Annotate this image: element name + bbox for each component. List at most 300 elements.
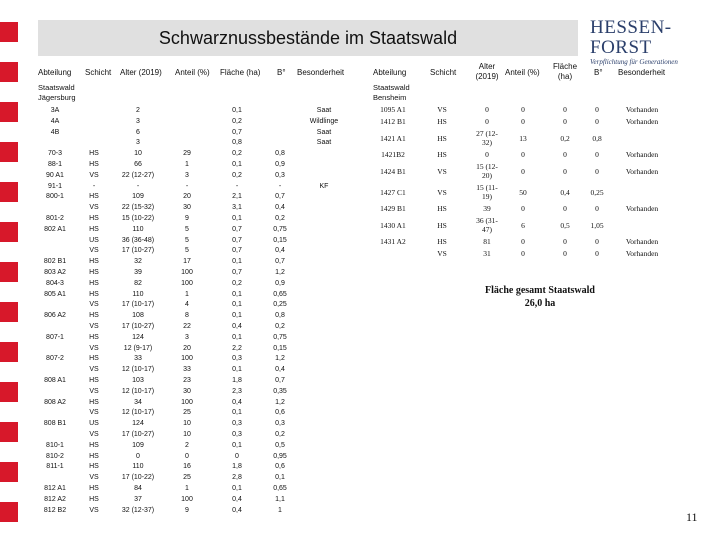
- cell-b: 0,8: [275, 312, 285, 320]
- cell-anteil: 0: [521, 249, 525, 258]
- cell-b: 0,1: [275, 474, 285, 482]
- cell-besonderheit: Saat: [316, 128, 332, 136]
- cell-schicht: VS: [89, 204, 99, 212]
- table-row: [0, 453, 300, 463]
- cell-besonderheit: Saat: [316, 107, 332, 114]
- cell-abteilung: 807-2: [46, 355, 64, 363]
- cell-flaeche: 0: [563, 150, 567, 159]
- cell-flaeche: 1,8: [232, 377, 242, 384]
- cell-b: 0,7: [275, 193, 285, 201]
- cell-anteil: 6: [521, 221, 525, 230]
- cell-schicht: VS: [89, 301, 99, 309]
- cell-schicht: HS: [89, 312, 99, 320]
- table-row: [0, 334, 300, 344]
- cell-anteil: 0: [521, 167, 525, 176]
- cell-alter: 39: [134, 269, 142, 276]
- cell-besonderheit: Vorhanden: [625, 117, 659, 126]
- cell-schicht: HS: [89, 290, 99, 298]
- cell-schicht: VS: [89, 366, 99, 374]
- cell-flaeche: 0,1: [232, 441, 242, 449]
- cell-flaeche: 2,8: [232, 474, 242, 482]
- right-header-flaeche: Fläche (ha): [553, 62, 578, 81]
- cell-abteilung: 810-2: [46, 452, 64, 460]
- cell-anteil: 22: [183, 323, 191, 330]
- cell-b: 0: [595, 117, 599, 126]
- cell-anteil: 0: [521, 150, 525, 159]
- cell-alter: 84: [134, 485, 142, 492]
- cell-abteilung: 3A: [50, 107, 60, 114]
- cell-schicht: HS: [89, 258, 99, 266]
- cell-b: 1,2: [275, 269, 285, 276]
- cell-alter: 66: [134, 161, 142, 168]
- cell-anteil: 23: [183, 377, 191, 384]
- cell-alter: 17 (10-27): [121, 431, 155, 438]
- cell-schicht: VS: [437, 249, 447, 258]
- cell-alter: 124: [132, 333, 144, 341]
- cell-abteilung: 4A: [50, 117, 60, 125]
- cell-alter: 10: [134, 150, 142, 158]
- cell-schicht: VS: [89, 323, 99, 330]
- cell-b: 0,35: [273, 387, 287, 395]
- table-row: [0, 183, 604, 203]
- cell-schicht: HS: [89, 225, 99, 233]
- cell-anteil: 100: [181, 355, 193, 363]
- cell-abteilung: 1431 A2: [380, 237, 406, 246]
- cell-anteil: 5: [185, 247, 189, 255]
- cell-besonderheit: Vorhanden: [625, 204, 659, 213]
- cell-flaeche: 0,5: [560, 221, 570, 230]
- cell-flaeche: 0,7: [232, 128, 242, 136]
- table-row: [0, 249, 659, 260]
- table-row: [0, 388, 300, 398]
- cell-flaeche: 0,8: [232, 139, 242, 147]
- cell-schicht: HS: [89, 215, 99, 222]
- cell-abteilung: 812 B2: [43, 506, 67, 514]
- cell-alter: 17 (10-22): [121, 474, 155, 482]
- cell-abteilung: 800-1: [46, 193, 64, 201]
- cell-b: 1,1: [275, 495, 285, 503]
- table-row: [0, 496, 300, 506]
- cell-flaeche: 0,1: [232, 107, 242, 114]
- cell-anteil: 10: [183, 431, 191, 438]
- cell-alter: 82: [134, 279, 142, 287]
- table-row: [0, 420, 300, 430]
- cell-flaeche: 0: [563, 117, 567, 126]
- cell-besonderheit: Saat: [316, 139, 332, 147]
- cell-schicht: VS: [89, 171, 99, 179]
- cell-b: 1,2: [275, 398, 285, 406]
- cell-besonderheit: Vorhanden: [625, 249, 659, 258]
- left-header-flaeche: Fläche (ha): [220, 68, 261, 77]
- cell-abteilung: 70-3: [47, 150, 62, 158]
- cell-b: 0,8: [275, 150, 285, 158]
- total-label: Fläche gesamt Staatswald: [485, 285, 595, 296]
- left-header-schicht: Schicht: [85, 68, 112, 77]
- cell-b: 0,8: [592, 134, 602, 143]
- table-row: [0, 409, 300, 419]
- cell-schicht: HS: [89, 279, 99, 287]
- cell-flaeche: 0,7: [232, 247, 242, 255]
- cell-abteilung: 805 A1: [44, 290, 66, 298]
- table-row: [0, 150, 659, 161]
- cell-anteil: 100: [181, 269, 193, 276]
- cell-abteilung: 806 A2: [44, 312, 66, 320]
- cell-flaeche: 0: [235, 452, 239, 460]
- right-header-schicht: Schicht: [430, 68, 457, 77]
- cell-flaeche: 0,2: [232, 117, 242, 125]
- cell-abteilung: 1427 C1: [380, 188, 406, 197]
- cell-schicht: HS: [437, 221, 447, 230]
- cell-b: 0,15: [273, 236, 287, 244]
- left-header-besonderheit: Besonderheit: [297, 68, 345, 77]
- deco-square: [0, 22, 18, 42]
- cell-abteilung: 812 A2: [44, 495, 66, 503]
- left-header-abteilung: Abteilung: [38, 68, 72, 77]
- left-section-label: Staatswald Jägersburg: [38, 83, 76, 102]
- cell-b: 0,2: [275, 215, 285, 222]
- total-value: 26,0 ha: [524, 298, 556, 309]
- cell-anteil: 8: [185, 312, 189, 320]
- cell-abteilung: 1095 A1: [380, 105, 406, 114]
- cell-abteilung: 804-3: [46, 279, 64, 287]
- cell-b: 0,15: [273, 344, 287, 352]
- cell-anteil: 30: [183, 204, 191, 212]
- cell-flaeche: 2,1: [232, 193, 242, 201]
- cell-alter: 110: [132, 290, 144, 298]
- cell-flaeche: 0,4: [232, 506, 242, 514]
- cell-alter: 124: [132, 420, 144, 428]
- cell-schicht: VS: [89, 247, 99, 255]
- cell-b: 0,3: [275, 171, 285, 179]
- cell-flaeche: 0,3: [232, 431, 242, 438]
- cell-abteilung: 1421B2: [381, 150, 405, 159]
- cell-alter: 0: [485, 150, 489, 159]
- cell-flaeche: 0,4: [232, 495, 242, 503]
- cell-alter: 81: [483, 237, 491, 246]
- cell-b: -: [278, 182, 282, 190]
- cell-anteil: 33: [183, 366, 191, 374]
- cell-schicht: HS: [437, 134, 447, 143]
- left-header-alter: Alter (2019): [120, 68, 162, 77]
- cell-alter: -: [136, 182, 140, 190]
- cell-anteil: 20: [183, 193, 191, 201]
- cell-abteilung: 90 A1: [46, 171, 64, 179]
- cell-flaeche: 0: [563, 237, 567, 246]
- cell-schicht: VS: [437, 167, 447, 176]
- table-row: [0, 237, 659, 248]
- table-row: [0, 269, 300, 279]
- cell-b: 0: [595, 105, 599, 114]
- right-header-besonderheit: Besonderheit: [618, 68, 666, 77]
- cell-b: 0: [595, 167, 599, 176]
- cell-b: 0,65: [273, 485, 287, 492]
- cell-b: 0,2: [275, 431, 285, 438]
- cell-schicht: HS: [89, 269, 99, 276]
- cell-schicht: VS: [89, 409, 99, 417]
- cell-alter: 22 (12-27): [121, 171, 155, 179]
- cell-schicht: HS: [89, 193, 99, 201]
- cell-flaeche: 0,2: [232, 171, 242, 179]
- cell-alter: 3: [136, 117, 140, 125]
- cell-alter: 6: [136, 128, 140, 136]
- cell-anteil: 1: [185, 485, 189, 492]
- cell-anteil: 3: [185, 171, 189, 179]
- cell-alter: 12 (10-17): [121, 409, 155, 417]
- right-header-abteilung: Abteilung: [373, 68, 407, 77]
- cell-schicht: VS: [89, 344, 99, 352]
- cell-alter: 17 (10-27): [121, 323, 155, 330]
- table-row: [0, 463, 300, 473]
- table-row: [0, 117, 659, 128]
- cell-alter: 110: [132, 463, 144, 471]
- cell-flaeche: -: [235, 182, 239, 190]
- cell-schicht: HS: [89, 333, 99, 341]
- cell-alter: 27 (12-32): [476, 129, 498, 147]
- hessen-forst-logo: [590, 18, 710, 67]
- cell-flaeche: 2,3: [232, 387, 242, 395]
- cell-anteil: 25: [183, 409, 191, 417]
- cell-alter: 17 (10-17): [121, 301, 155, 309]
- cell-besonderheit: Vorhanden: [625, 237, 659, 246]
- table-row: [0, 301, 300, 311]
- cell-abteilung: 810-1: [46, 441, 64, 449]
- deco-square: [0, 62, 18, 82]
- cell-b: 0,4: [275, 366, 285, 374]
- cell-schicht: HS: [89, 463, 99, 471]
- cell-schicht: US: [89, 236, 99, 244]
- cell-anteil: 25: [183, 474, 191, 482]
- cell-flaeche: 0,4: [232, 323, 242, 330]
- cell-b: 0,7: [275, 258, 285, 266]
- cell-anteil: 1: [185, 290, 189, 298]
- cell-b: 0,75: [273, 333, 287, 341]
- table-row: [0, 216, 604, 236]
- cell-schicht: HS: [89, 161, 99, 168]
- table-row: [0, 355, 300, 365]
- table-row: [0, 399, 300, 409]
- cell-b: 0,9: [275, 161, 285, 168]
- cell-alter: 109: [132, 193, 144, 201]
- cell-alter: 31: [483, 249, 491, 258]
- cell-besonderheit: Vorhanden: [625, 167, 659, 176]
- cell-alter: 2: [136, 107, 140, 114]
- cell-b: 0,5: [275, 441, 285, 449]
- table-row: [0, 291, 300, 301]
- cell-flaeche: 1,8: [232, 463, 242, 471]
- page-title: Schwarznussbestände im Staatswald: [158, 28, 458, 48]
- cell-flaeche: 0,1: [232, 215, 242, 222]
- cell-flaeche: 2,2: [232, 344, 242, 352]
- cell-abteilung: 802 B1: [43, 258, 67, 266]
- cell-b: 1,05: [590, 221, 604, 230]
- cell-flaeche: 0,7: [232, 236, 242, 244]
- cell-flaeche: 0,3: [232, 355, 242, 363]
- cell-anteil: 1: [185, 161, 189, 168]
- cell-schicht: VS: [437, 105, 447, 114]
- cell-besonderheit: Vorhanden: [625, 105, 659, 114]
- cell-b: 1,2: [275, 355, 285, 363]
- right-header-anteil: Anteil (%): [505, 68, 540, 77]
- cell-flaeche: 0,3: [232, 420, 242, 428]
- cell-abteilung: 1430 A1: [380, 221, 406, 230]
- cell-schicht: HS: [89, 441, 99, 449]
- cell-anteil: 5: [185, 236, 189, 244]
- cell-b: 1: [278, 506, 282, 514]
- cell-flaeche: 0,4: [560, 188, 570, 197]
- cell-schicht: HS: [89, 355, 99, 363]
- table-row: [0, 431, 300, 441]
- cell-alter: 37: [134, 495, 142, 503]
- cell-anteil: 29: [183, 150, 191, 158]
- cell-anteil: 0: [521, 204, 525, 213]
- cell-schicht: US: [89, 420, 99, 428]
- cell-b: 0,2: [275, 323, 285, 330]
- right-header-alter: Alter (2019): [475, 62, 499, 81]
- cell-b: 0,65: [273, 290, 287, 298]
- cell-b: 0,4: [275, 247, 285, 255]
- cell-alter: 15 (10-22): [121, 215, 155, 222]
- cell-flaeche: 0,1: [232, 485, 242, 492]
- cell-abteilung: 803 A2: [44, 269, 66, 276]
- cell-anteil: 2: [185, 441, 189, 449]
- right-header-b: B°: [594, 68, 603, 77]
- cell-alter: 110: [132, 225, 144, 233]
- table-row: [0, 474, 300, 484]
- cell-schicht: VS: [89, 431, 99, 438]
- table-row: [0, 377, 300, 387]
- table-row: [0, 442, 300, 452]
- cell-abteilung: 4B: [50, 128, 60, 136]
- cell-schicht: -: [92, 182, 96, 190]
- cell-besonderheit: Vorhanden: [625, 150, 659, 159]
- cell-anteil: 16: [183, 463, 191, 471]
- cell-alter: 36 (36-48): [121, 236, 155, 244]
- cell-abteilung: 1429 B1: [380, 204, 406, 213]
- cell-alter: 0: [485, 105, 489, 114]
- cell-alter: 32 (12-37): [121, 506, 155, 514]
- cell-besonderheit: KF: [319, 182, 329, 190]
- cell-schicht: HS: [437, 117, 447, 126]
- cell-b: 0,6: [275, 463, 285, 471]
- cell-anteil: 100: [181, 279, 193, 287]
- cell-b: 0,7: [275, 377, 285, 384]
- cell-alter: 0: [136, 452, 140, 460]
- cell-anteil: 100: [181, 398, 193, 406]
- cell-b: 0: [595, 237, 599, 246]
- cell-flaeche: 0,2: [232, 279, 242, 287]
- cell-anteil: 0: [185, 452, 189, 460]
- cell-alter: 15 (12-20): [476, 162, 498, 180]
- cell-flaeche: 0,1: [232, 366, 242, 374]
- cell-flaeche: 0,1: [232, 333, 242, 341]
- cell-anteil: 9: [185, 215, 189, 222]
- cell-b: 0: [595, 150, 599, 159]
- cell-flaeche: 0: [563, 167, 567, 176]
- cell-anteil: 3: [185, 333, 189, 341]
- table-row: [0, 507, 300, 517]
- cell-anteil: 0: [521, 117, 525, 126]
- cell-b: 0,75: [273, 225, 287, 233]
- cell-alter: 33: [134, 355, 142, 363]
- cell-b: 0,95: [273, 452, 287, 460]
- cell-schicht: HS: [89, 398, 99, 406]
- cell-b: 0,3: [275, 420, 285, 428]
- left-header-b: B°: [277, 68, 286, 77]
- cell-schicht: VS: [89, 387, 99, 395]
- cell-abteilung: 1421 A1: [380, 134, 406, 143]
- cell-alter: 108: [132, 312, 144, 320]
- cell-flaeche: 0,1: [232, 312, 242, 320]
- cell-anteil: 100: [181, 495, 193, 503]
- cell-abteilung: 88-1: [47, 161, 62, 168]
- cell-b: 0,4: [275, 204, 285, 212]
- cell-schicht: VS: [89, 474, 99, 482]
- cell-abteilung: 812 A1: [44, 485, 66, 492]
- cell-alter: 12 (9-17): [123, 344, 153, 352]
- cell-flaeche: 0: [563, 204, 567, 213]
- logo-tagline: Verpflichtung für Generationen: [590, 58, 678, 66]
- cell-anteil: 30: [183, 387, 191, 395]
- cell-b: 0,9: [275, 279, 285, 287]
- cell-alter: 22 (15-32): [121, 204, 155, 212]
- cell-abteilung: 808 B1: [43, 420, 67, 428]
- cell-anteil: 13: [519, 134, 527, 143]
- cell-alter: 36 (31-47): [476, 216, 498, 234]
- cell-b: 0,6: [275, 409, 285, 417]
- cell-flaeche: 0,7: [232, 269, 242, 276]
- right-section-label: Staatswald Bensheim: [373, 83, 410, 102]
- table-row: [0, 312, 300, 322]
- cell-flaeche: 0,7: [232, 225, 242, 233]
- cell-flaeche: 0,2: [232, 150, 242, 158]
- cell-flaeche: 0,1: [232, 301, 242, 309]
- cell-alter: 15 (11-19): [476, 183, 498, 201]
- cell-besonderheit: Wildlinge: [309, 117, 339, 125]
- cell-flaeche: 0,1: [232, 258, 242, 266]
- cell-anteil: 0: [521, 237, 525, 246]
- cell-abteilung: 802 A1: [44, 225, 66, 233]
- cell-schicht: HS: [89, 485, 99, 492]
- cell-anteil: 0: [521, 105, 525, 114]
- cell-alter: 109: [132, 441, 144, 449]
- total-area: [455, 284, 625, 310]
- cell-schicht: HS: [89, 452, 99, 460]
- cell-flaeche: 0,1: [232, 161, 242, 168]
- table-row: [0, 323, 300, 333]
- left-header-anteil: Anteil (%): [175, 68, 210, 77]
- table-row: [0, 162, 659, 182]
- cell-abteilung: 801-2: [46, 215, 64, 222]
- cell-flaeche: 0: [563, 105, 567, 114]
- cell-schicht: HS: [437, 237, 447, 246]
- table-row: [0, 105, 659, 116]
- page-number: 11: [686, 510, 698, 524]
- cell-schicht: HS: [437, 204, 447, 213]
- table-row: [0, 485, 300, 495]
- cell-alter: 3: [136, 139, 140, 147]
- cell-anteil: 20: [183, 344, 191, 352]
- logo-wordmark: HESSEN-FORST: [590, 17, 672, 58]
- cell-schicht: VS: [437, 188, 447, 197]
- cell-schicht: HS: [89, 495, 99, 503]
- cell-schicht: HS: [89, 377, 99, 384]
- cell-abteilung: 808 A2: [44, 398, 66, 406]
- cell-anteil: 50: [519, 188, 527, 197]
- cell-flaeche: 3,1: [232, 204, 242, 212]
- cell-anteil: 10: [183, 420, 191, 428]
- cell-b: 0: [595, 204, 599, 213]
- cell-abteilung: 811-1: [46, 463, 64, 471]
